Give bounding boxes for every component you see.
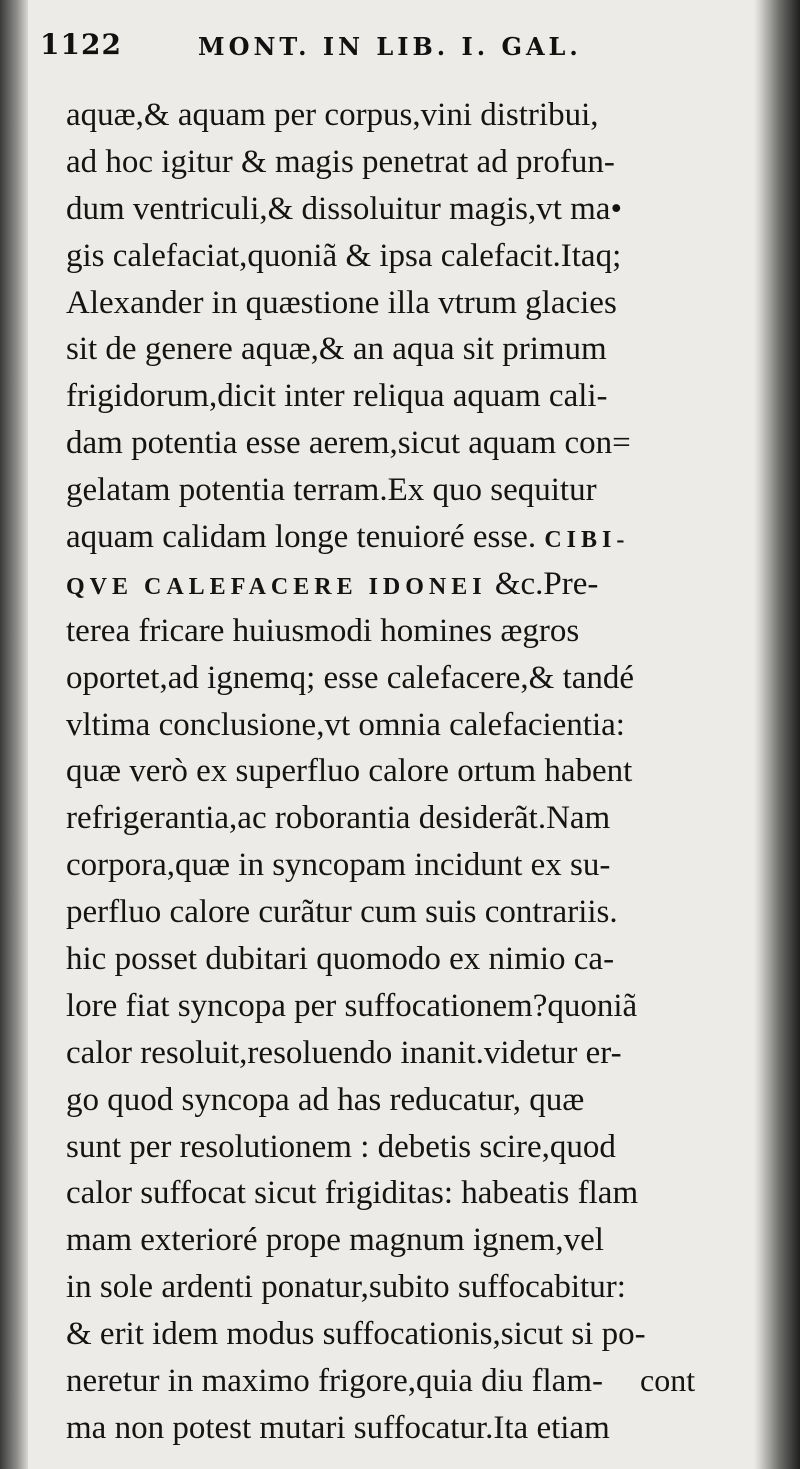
text-line: quæ verò ex superfluo calore ortum habent (66, 753, 633, 790)
text-line: Alexander in quæstione illa vtrum glacies (66, 284, 617, 321)
small-caps-lemma: CIBI- (544, 527, 630, 554)
text-line: calor resoluit,resoluendo inanit.videtur er- (66, 1034, 622, 1071)
text-line: sit de genere aquæ,& an aqua sit primum (66, 331, 607, 368)
text-line: calor suffocat sicut frigiditas: habeatis flam (66, 1175, 639, 1212)
text-line: hic posset dubitari quomodo ex nimio ca- (66, 941, 615, 978)
text-line: mam exterioré prope magnum ignem,vel (66, 1222, 604, 1259)
text-line: vltima conclusione,vt omnia calefacientia: (66, 706, 625, 743)
text-line: go quod syncopa ad has reducatur, quæ (66, 1081, 585, 1118)
text-line: QVE CALEFACERE IDONEI &c.Pre- (66, 565, 599, 602)
small-caps-lemma: QVE CALEFACERE IDONEI (66, 573, 487, 600)
text-line: aquæ,& aquam per corpus,vini distribui, (66, 97, 599, 133)
text-line: gis calefaciat,quoniã & ipsa calefacit.Itaq; (66, 237, 622, 274)
text-line: terea fricare huiusmodi homines ægros (66, 612, 580, 649)
running-head: MONT. IN LIB. I. GAL. (198, 32, 582, 61)
text-line: dam potentia esse aerem,sicut aquam con= (66, 425, 631, 462)
text-line: refrigerantia,ac roborantia desiderãt.Nam (66, 800, 611, 837)
page-number: 1122 (40, 28, 122, 61)
text-line: in sole ardenti ponatur,subito suffocabitur: (66, 1269, 626, 1306)
text-line: sunt per resolutionem : debetis scire,quod (66, 1128, 616, 1165)
text-line: lore fiat syncopa per suffocationem?quoniã (66, 987, 638, 1024)
text-line: & erit idem modus suffocationis,sicut si po- (66, 1316, 646, 1353)
catchword: cont (640, 1362, 696, 1398)
text-line: ad hoc igitur & magis penetrat ad profun- (66, 143, 615, 180)
text-line: ma non potest mutari suffocatur.Ita etiam (66, 1409, 610, 1446)
page-header (40, 28, 680, 68)
text-line: frigidorum,dicit inter reliqua aquam cali- (66, 378, 608, 415)
text-line: dum ventriculi,& dissoluitur magis,vt ma• (66, 190, 623, 227)
text-line: aquam calidam longe tenuioré esse. CIBI- (66, 519, 630, 556)
text-line: perfluo calore curãtur cum suis contrariis. (66, 894, 618, 931)
text-line: oportet,ad ignemq; esse calefacere,& tandé (66, 659, 635, 696)
text-line: corpora,quæ in syncopam incidunt ex su- (66, 847, 611, 884)
text-line: neretur in maximo frigore,quia diu flam- (66, 1363, 603, 1400)
text-block (66, 92, 756, 1452)
text-line: gelatam potentia terram.Ex quo sequitur (66, 472, 597, 509)
